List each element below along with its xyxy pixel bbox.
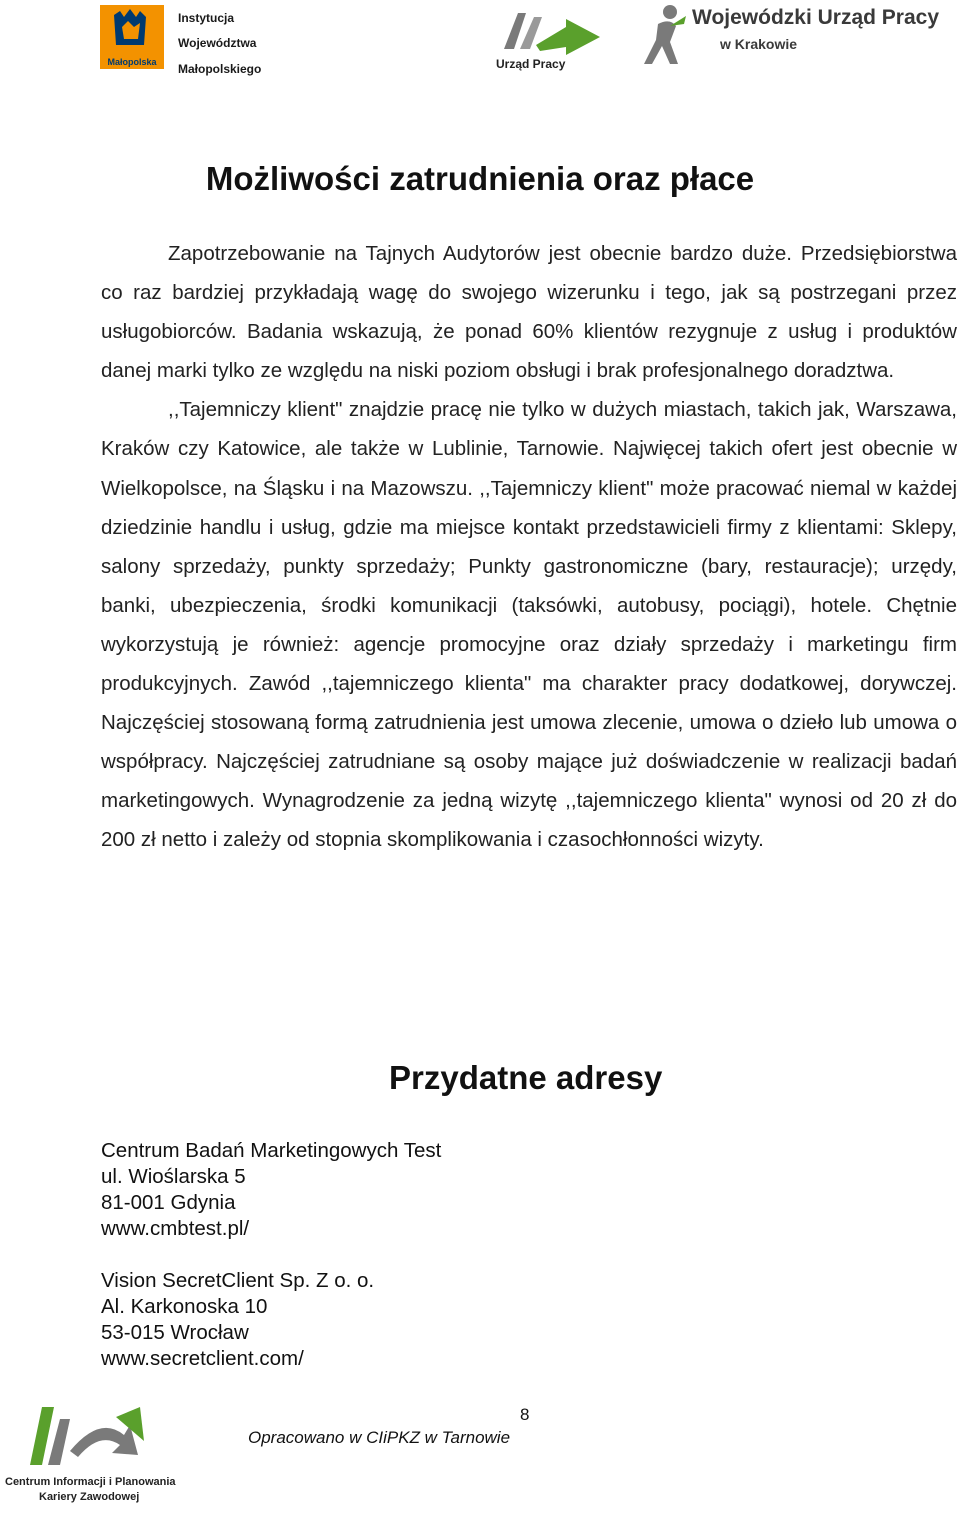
page-title: Możliwości zatrudnienia oraz płace [205, 160, 755, 197]
address-company: Vision SecretClient Sp. Z o. o. [101, 1269, 375, 1292]
cipkz-logo [0, 1395, 180, 1510]
urzad-pracy-arrow-icon [496, 5, 606, 55]
address-city: 81-001 Gdynia [101, 1191, 236, 1214]
urzad-pracy-text: Urząd Pracy [496, 57, 566, 71]
cipkz-arrows-icon [20, 1395, 170, 1475]
wup-figure-icon [640, 2, 690, 68]
address-street: Al. Karkonoska 10 [101, 1295, 268, 1318]
wup-subtitle: w Krakowie [720, 36, 798, 52]
paragraph-employment: ,,Tajemniczy klient" znajdzie pracę nie tylko w dużych miastach, takich jak, Warszawa, Kraków czy Katowice, ale także w Lublinie, Tarnowie. Najwięcej takich ofert jest obecnie w Wielkopolsce, na Śląsku i na Mazowszu. ,,Tajemniczy klient" może pracować niemal w każdej dziedzinie handlu i usług, gdzie ma miejsce kontakt przedstawicieli firmy z klientami: Sklepy, salony sprzedaży, punkty sprzedaży; Punkty gastronomiczne (bary, restauracje); urzędy, banki, ubezpieczenia, środki komunikacji (taksówki, autobusy, pociągi), hotele. Chętnie wykorzystują je również: agencje promocyjne oraz działy sprzedaży i marketingu firm produkcyjnych. Zawód ,,tajemniczego klienta" ma charakter pracy dodatkowej, dorywczej. Najczęściej stosowaną formą zatrudnienia jest umowa zlecenie, umowa o dzieło lub umowa o współpracy. Najczęściej zatrudniane są osoby mające już doświadczenie w realizacji badań marketingowych. Wynagrodzenie za jedną wizytę ,,tajemniczego klienta" wynosi od 20 zł do 200 zł netto i zależy od stopnia skomplikowania i czasochłonności wizyty. [101, 398, 957, 852]
malopolska-badge-icon [100, 5, 164, 69]
wup-title: Wojewódzki Urząd Pracy [692, 6, 940, 29]
section-title: Przydatne adresy [389, 1059, 663, 1096]
address-block-secretclient [101, 1268, 374, 1372]
address-street: ul. Wioślarska 5 [101, 1165, 246, 1188]
institution-line-3: Małopolskiego [178, 62, 262, 76]
address-city: 53-015 Wrocław [101, 1321, 249, 1344]
cipkz-text-line-2: Kariery Zawodowej [39, 1491, 140, 1503]
footer-note: Opracowano w CIiPKZ w Tarnowie [248, 1428, 511, 1447]
malopolska-badge-text: Małopolska [107, 57, 157, 67]
paragraph-demand: Zapotrzebowanie na Tajnych Audytorów jest obecnie bardzo duże. Przedsiębiorstwa co raz bardziej przykładają wagę do swojego wizerunku i tego, jak są postrzegani przez usługobiorców. Badania wskazują, że ponad 60% klientów rezygnuje z usług i produktów danej marki tylko ze względu na niski poziom obsługi i brak profesjonalnego doradztwa. [101, 242, 957, 383]
urzad-pracy-logo [496, 5, 606, 75]
malopolska-logo [100, 5, 290, 75]
institution-line-1: Instytucja [178, 11, 235, 25]
address-website-link[interactable]: www.secretclient.com/ [101, 1347, 304, 1370]
cipkz-text-line-1: Centrum Informacji i Planowania [5, 1476, 176, 1488]
address-block-cmbtest [101, 1138, 441, 1242]
page-number: 8 [520, 1405, 530, 1424]
address-website-link[interactable]: www.cmbtest.pl/ [101, 1217, 250, 1240]
wup-logo [640, 2, 950, 72]
institution-line-2: Województwa [178, 36, 257, 50]
address-company: Centrum Badań Marketingowych Test [101, 1139, 442, 1162]
body-text [101, 234, 957, 860]
